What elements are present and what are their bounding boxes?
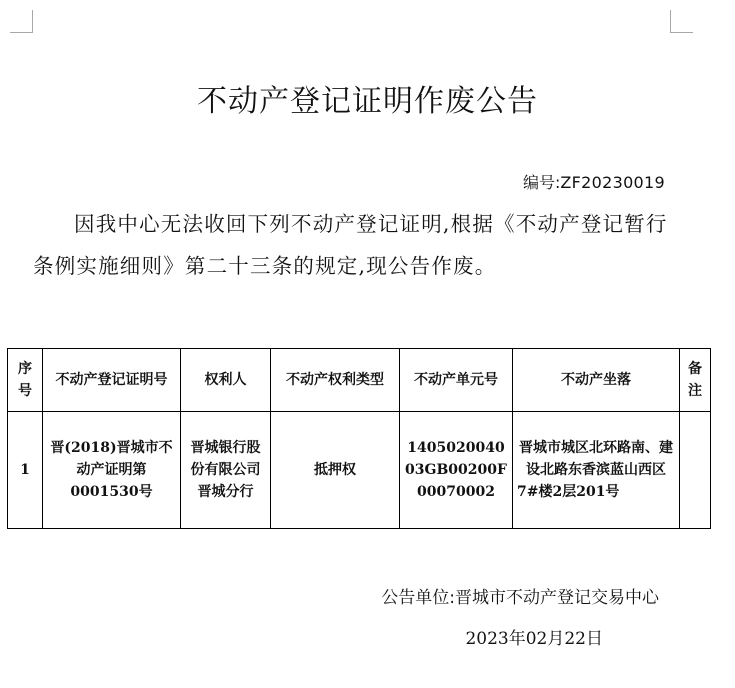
header-right-type: 不动产权利类型	[271, 349, 400, 412]
cell-seq: 1	[8, 412, 43, 529]
header-holder: 权利人	[181, 349, 271, 412]
certificate-table	[7, 348, 711, 529]
doc-number-label: 编号:	[522, 173, 561, 192]
issuing-unit-label: 公告单位:	[381, 588, 455, 608]
table-header-row	[8, 349, 711, 412]
issuing-unit	[381, 583, 659, 608]
cell-note	[680, 412, 711, 529]
issuing-unit-value: 晋城市不动产登记交易中心	[455, 588, 659, 608]
page-title: 不动产登记证明作废公告	[197, 84, 538, 119]
page-corner-mark-top-left	[10, 10, 33, 33]
cell-location: 晋城市城区北环路南、建设北路东香滨蓝山西区7#楼2层201号	[513, 412, 680, 529]
header-note: 备注	[680, 349, 711, 412]
announcement-body: 因我中心无法收回下列不动产登记证明,根据《不动产登记暂行条例实施细则》第二十三条的规定,现公告作废。	[33, 212, 668, 278]
doc-number-value: ZF20230019	[560, 173, 665, 192]
cell-holder: 晋城银行股份有限公司晋城分行	[181, 412, 271, 529]
doc-number	[523, 170, 665, 193]
cell-unit-no: 140502004003GB00200F00070002	[400, 412, 513, 529]
header-unit-no: 不动产单元号	[400, 349, 513, 412]
page-corner-mark-top-right	[670, 10, 693, 33]
cell-cert-no: 晋(2018)晋城市不动产证明第0001530号	[43, 412, 181, 529]
issue-date: 2023年02月22日	[465, 629, 603, 649]
header-location: 不动产坐落	[513, 349, 680, 412]
header-seq: 序号	[8, 349, 43, 412]
cell-right-type: 抵押权	[271, 412, 400, 529]
header-cert-no: 不动产登记证明号	[43, 349, 181, 412]
table-row	[8, 412, 711, 529]
